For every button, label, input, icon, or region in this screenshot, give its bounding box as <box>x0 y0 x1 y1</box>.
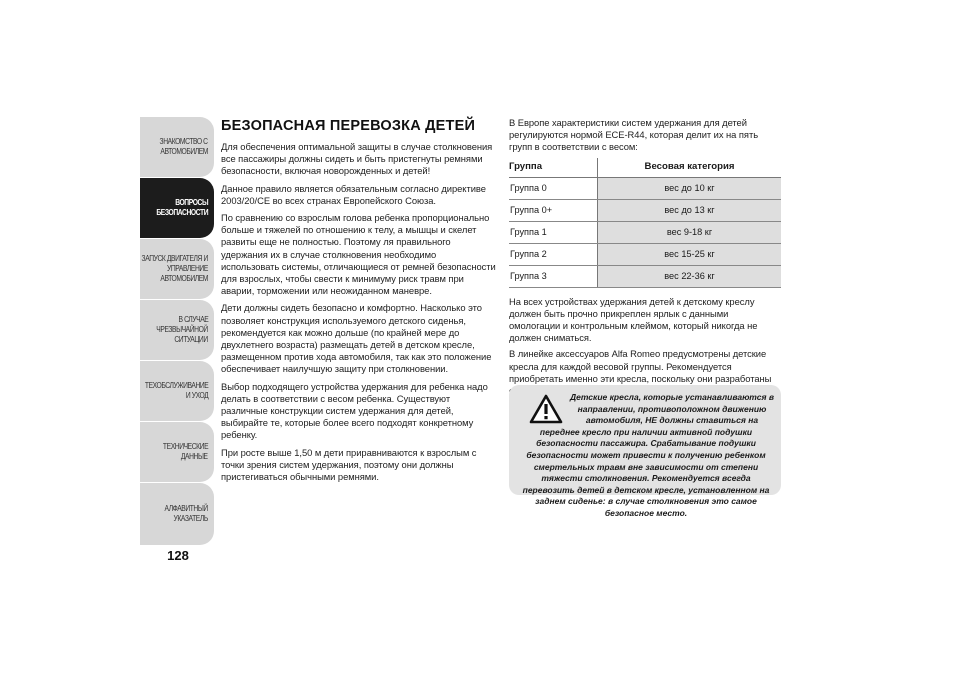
tab-label-line: АВТОМОБИЛЕМ <box>160 147 208 156</box>
group-cell: Группа 3 <box>509 265 598 287</box>
paragraph: Данное правило является обязательным согласно директиве 2003/20/CE во всех странах Европейского Союза. <box>221 182 486 206</box>
accessory-paragraph: В линейке аксессуаров Alfa Romeo предусмотрены детские кресла для каждой весовой группы. Рекомендуется приобретать именно эти кресла, поскольку они разработаны <box>509 348 772 384</box>
paragraph: Выбор подходящего устройства удержания для ребенка надо делать в соответствии с весом ребенка. Существуют различные конструкции систем удержания для детей, выбирайте те, которые более всего подходят конкретному ребенку. <box>221 380 488 441</box>
warning-text-content: Детские кресла, которые устанавливаются в направлении, противоположном движению автомобиля, НЕ должны ставиться на переднее кресло при наличии активной подушки безопасности пассажира. Срабатывание подушки безопасности может привести к получению ребенком смертельных травм вне зависимости от степени тяжести столкновения. Рекомендуется всегда перевозить детей в детском кресле, установленном на заднем сиденье: в случае столкновения это самое безопасное место. <box>522 392 774 518</box>
weight-cell: вес до 10 кг <box>598 177 781 199</box>
table-header-row <box>509 158 781 178</box>
tab-label-line: АВТОМОБИЛЕМ <box>160 274 208 283</box>
tab-label-line: СИТУАЦИИ <box>174 335 208 344</box>
tab-maintenance[interactable] <box>140 361 214 421</box>
table-row <box>509 265 781 287</box>
weight-cell: вес до 13 кг <box>598 199 781 221</box>
tab-intro[interactable] <box>140 117 214 177</box>
paragraph: По сравнению со взрослым голова ребенка пропорционально больше и тяжелей по отношению к телу, а мышцы и скелет развиты еще не полностью. Поэтому ля правильного удержания их в случае столкновения необходимо использовать системы, отличающиеся от ремней безопасности для взрослых, чтобы свести к минимуму риск травм при аварии, торможении или неожиданном маневре. <box>221 212 496 297</box>
tab-label-line: ДАННЫЕ <box>181 452 208 461</box>
tab-safety[interactable] <box>140 178 214 238</box>
tab-label-line: УКАЗАТЕЛЬ <box>173 514 208 523</box>
tab-label-line: ЧРЕЗВЫЧАЙНОЙ <box>156 325 208 334</box>
tab-label-line: В СЛУЧАЕ <box>178 315 208 324</box>
paragraph: При росте выше 1,50 м дети приравниваются к взрослым с точки зрения систем удержания, поэтому они должны пристегиваться обычными ремнями. <box>221 446 477 483</box>
warning-text <box>518 392 774 520</box>
tab-label-line: ЗНАКОМСТВО С <box>159 137 208 146</box>
tab-label-line: ВОПРОСЫ <box>175 198 208 207</box>
tab-label-line: УПРАВЛЕНИЕ <box>167 264 208 273</box>
tab-emergency[interactable] <box>140 300 214 360</box>
header-weight-category: Весовая категория <box>598 158 781 178</box>
tab-technical-data[interactable] <box>140 422 214 482</box>
table-row <box>509 177 781 199</box>
table-row <box>509 221 781 243</box>
paragraph: Дети должны сидеть безопасно и комфортно. Насколько это позволяет конструкция используемого детского сиденья, рекомендуется как можно дольше (по крайней мере до двухлетнего возраста) размещать детей в детском кресле, размещенном против хода автомобиля, так как это положение обеспечивает наилучшую защиту при столкновении. <box>221 302 492 375</box>
paragraph: Для обеспечения оптимальной защиты в случае столкновения все пассажиры должны сидеть и быть пристегнуты ремнями безопасности, включая новорожденных и детей! <box>221 141 493 177</box>
header-group: Группа <box>509 158 598 178</box>
weight-cell: вес 22-36 кг <box>598 265 781 287</box>
right-column <box>509 117 781 401</box>
left-column <box>221 117 496 488</box>
weight-cell: вес 9-18 кг <box>598 221 781 243</box>
section-title: БЕЗОПАСНАЯ ПЕРЕВОЗКА ДЕТЕЙ <box>221 118 476 134</box>
tab-label-line: АЛФАВИТНЫЙ <box>164 504 208 513</box>
weight-group-table <box>509 158 781 288</box>
table-row <box>509 243 781 265</box>
group-cell: Группа 0+ <box>509 199 598 221</box>
tab-label-line: ЗАПУСК ДВИГАТЕЛЯ И <box>141 254 208 263</box>
tab-label-line: И УХОД <box>185 391 208 400</box>
table-row <box>509 199 781 221</box>
warning-box <box>509 385 781 518</box>
tab-label-line: ТЕХНИЧЕСКИЕ <box>162 442 208 451</box>
tab-index[interactable] <box>140 483 214 545</box>
tab-label-line: БЕЗОПАСНОСТИ <box>156 208 208 217</box>
label-paragraph: На всех устройствах удержания детей к детскому креслу должен быть прочно прикреплен ярлык с данными омологации и контрольным клеймом, который никогда не должен сниматься. <box>509 295 758 344</box>
group-cell: Группа 2 <box>509 243 598 265</box>
group-cell: Группа 0 <box>509 177 598 199</box>
page-number: 128 <box>167 548 189 563</box>
weight-cell: вес 15-25 кг <box>598 243 781 265</box>
tab-starting-driving[interactable] <box>140 239 214 299</box>
intro-paragraph: В Европе характеристики систем удержания для детей регулируются нормой ECE-R44, которая делит их на пять групп в соответствии с весом: <box>509 117 759 153</box>
tab-label-line: ТЕХОБСЛУЖИВАНИЕ <box>144 381 208 390</box>
group-cell: Группа 1 <box>509 221 598 243</box>
